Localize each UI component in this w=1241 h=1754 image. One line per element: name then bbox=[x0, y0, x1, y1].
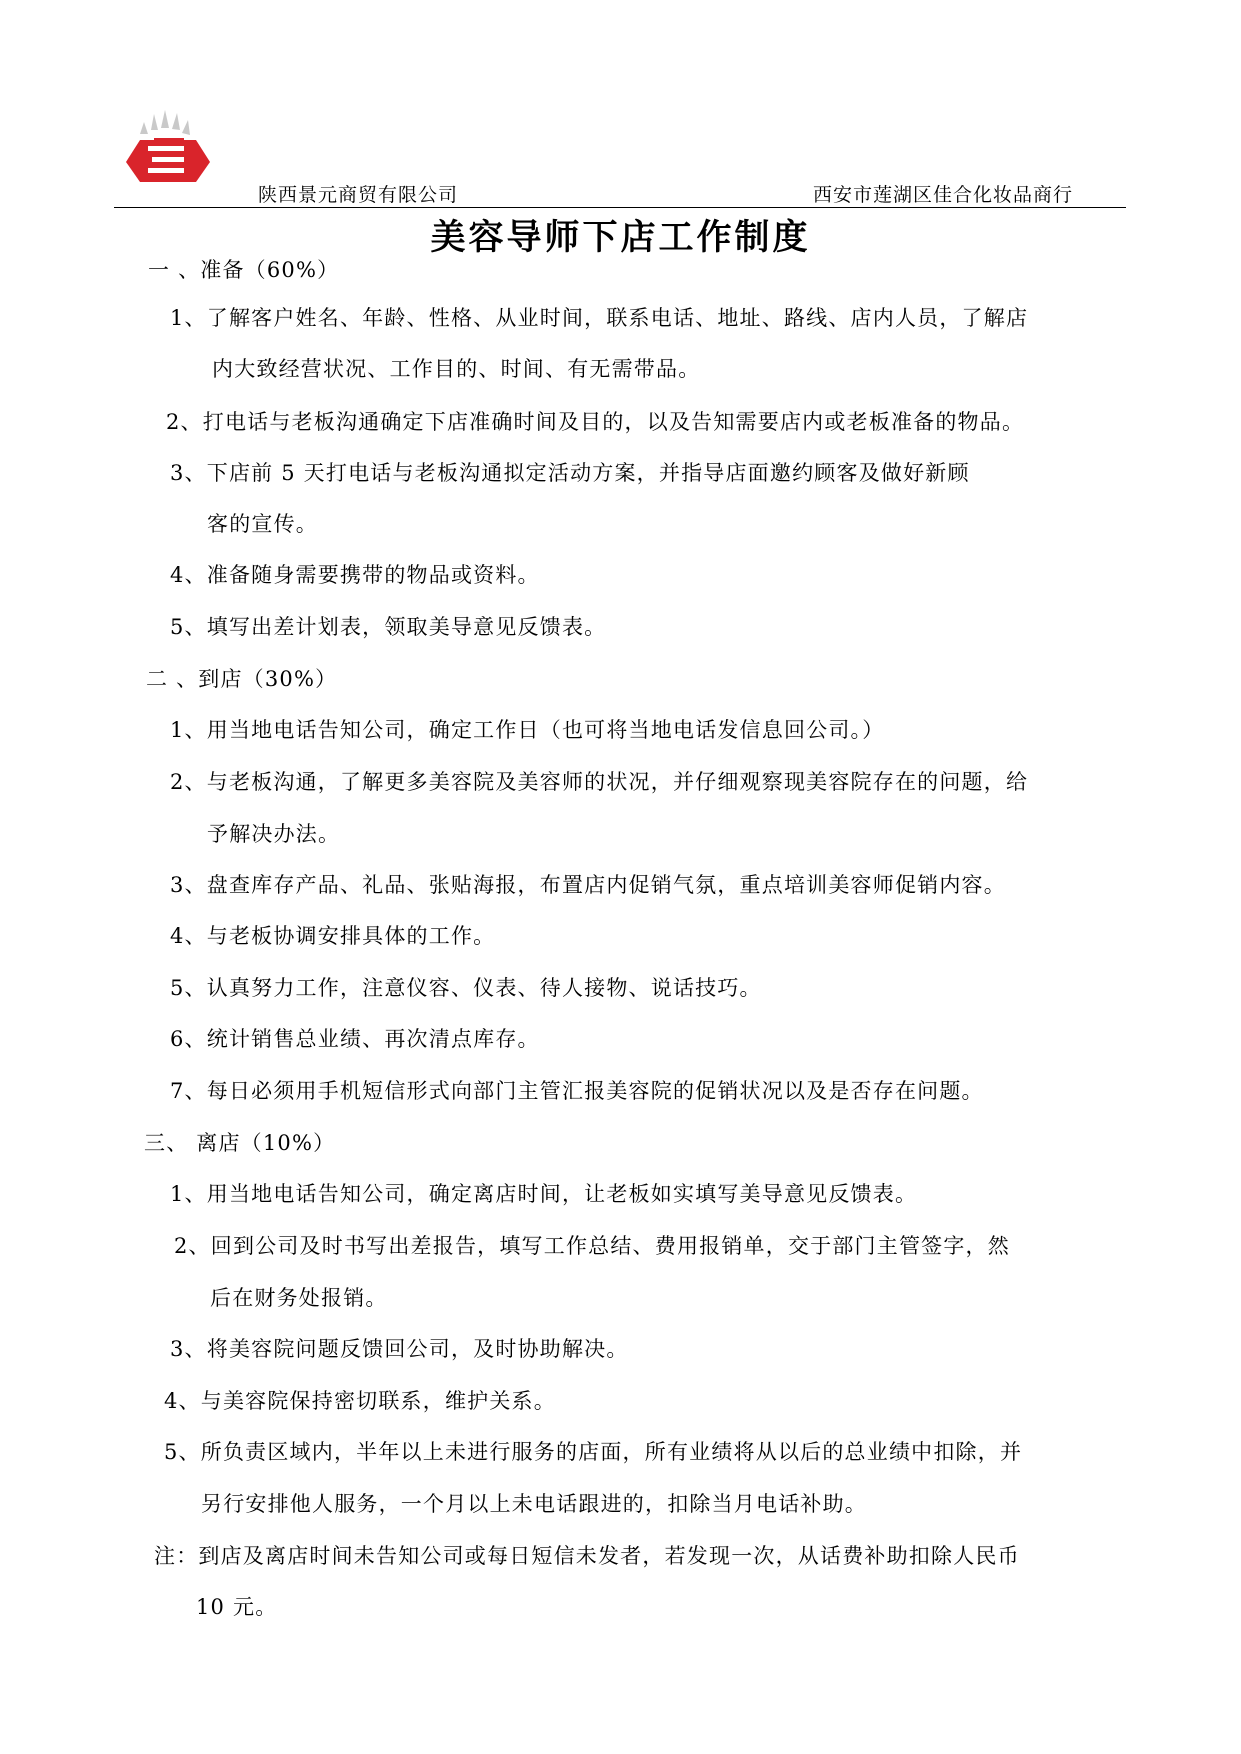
list-item: 7、每日必须用手机短信形式向部门主管汇报美容院的促销状况以及是否存在问题。 bbox=[170, 1079, 984, 1103]
list-item: 4、与老板协调安排具体的工作。 bbox=[170, 924, 496, 948]
list-item: 5、填写出差计划表，领取美导意见反馈表。 bbox=[170, 615, 607, 639]
company-logo bbox=[118, 104, 218, 182]
list-item-continuation: 予解决办法。 bbox=[207, 822, 341, 846]
header-divider bbox=[114, 207, 1126, 208]
document-title: 美容导师下店工作制度 bbox=[430, 218, 811, 258]
list-item: 1、用当地电话告知公司，确定工作日（也可将当地电话发信息回公司。） bbox=[170, 718, 885, 742]
list-item-continuation: 另行安排他人服务，一个月以上未电话跟进的，扣除当月电话补助。 bbox=[201, 1492, 867, 1516]
list-item: 1、用当地电话告知公司，确定离店时间，让老板如实填写美导意见反馈表。 bbox=[170, 1182, 918, 1206]
section-heading: 三、 离店（10%） bbox=[144, 1131, 336, 1155]
header-company-right: 西安市莲湖区佳合化妆品商行 bbox=[813, 184, 1074, 206]
list-item: 1、了解客户姓名、年龄、性格、从业时间，联系电话、地址、路线、店内人员，了解店 bbox=[170, 306, 1029, 330]
list-item: 3、下店前 5 天打电话与老板沟通拟定活动方案，并指导店面邀约顾客及做好新顾 bbox=[170, 461, 970, 485]
note-continuation: 10 元。 bbox=[196, 1595, 278, 1619]
header-company-left: 陕西景元商贸有限公司 bbox=[258, 184, 459, 206]
list-item-continuation: 内大致经营状况、工作目的、时间、有无需带品。 bbox=[212, 357, 701, 381]
section-heading: 二 、到店（30%） bbox=[146, 667, 338, 691]
list-item: 2、回到公司及时书写出差报告，填写工作总结、费用报销单，交于部门主管签字，然 bbox=[174, 1234, 1010, 1258]
list-item: 6、统计销售总业绩、再次清点库存。 bbox=[170, 1027, 540, 1051]
list-item: 2、与老板沟通，了解更多美容院及美容师的状况，并仔细观察现美容院存在的问题，给 bbox=[170, 770, 1029, 794]
list-item: 4、准备随身需要携带的物品或资料。 bbox=[170, 563, 540, 587]
note: 注：到店及离店时间未告知公司或每日短信未发者，若发现一次，从话费补助扣除人民币 bbox=[154, 1544, 1020, 1568]
list-item-continuation: 后在财务处报销。 bbox=[210, 1286, 388, 1310]
list-item: 5、认真努力工作，注意仪容、仪表、待人接物、说话技巧。 bbox=[170, 976, 762, 1000]
list-item: 4、与美容院保持密切联系，维护关系。 bbox=[164, 1389, 556, 1413]
list-item: 3、将美容院问题反馈回公司，及时协助解决。 bbox=[170, 1337, 629, 1361]
list-item: 2、打电话与老板沟通确定下店准确时间及目的，以及告知需要店内或老板准备的物品。 bbox=[166, 410, 1025, 434]
list-item: 5、所负责区域内，半年以上未进行服务的店面，所有业绩将从以后的总业绩中扣除，并 bbox=[164, 1440, 1023, 1464]
section-heading: 一 、准备（60%） bbox=[148, 258, 340, 282]
list-item-continuation: 客的宣传。 bbox=[207, 512, 318, 536]
list-item: 3、盘查库存产品、礼品、张贴海报，布置店内促销气氛，重点培训美容师促销内容。 bbox=[170, 873, 1006, 897]
